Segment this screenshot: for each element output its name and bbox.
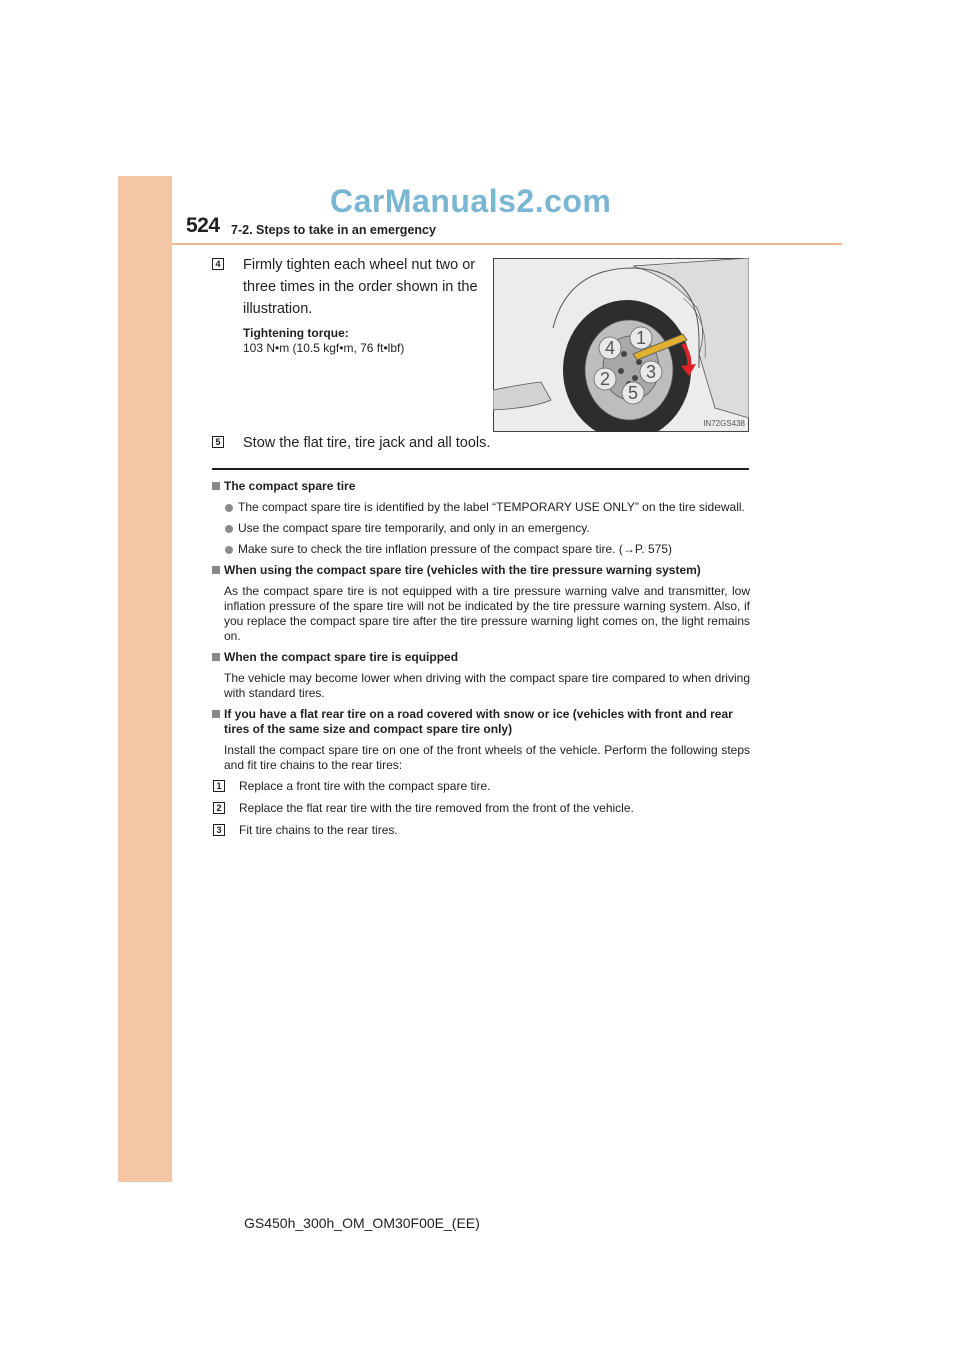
- nut-label-2-text: 2: [599, 369, 611, 389]
- torque-label: Tightening torque:: [243, 326, 349, 340]
- chain-step: 3 Fit tire chains to the rear tires.: [212, 823, 750, 839]
- section-title: 7-2. Steps to take in an emergency: [231, 223, 436, 237]
- nut-label-3-text: 3: [645, 362, 657, 382]
- page-number: 524: [186, 214, 220, 237]
- nut-label-1-text: 1: [635, 328, 647, 348]
- note-heading: The compact spare tire: [212, 479, 750, 494]
- watermark: CarManuals2.com: [330, 183, 612, 219]
- chain-step: 1 Replace a front tire with the compact spare tire.: [212, 779, 750, 795]
- tightening-torque: [243, 326, 404, 356]
- note-heading: If you have a flat rear tire on a road covered with snow or ice (vehicles with front and rear tires of the same size and compact spare tire only): [212, 707, 750, 737]
- document-code-footer: GS450h_300h_OM_OM30F00E_(EE): [244, 1215, 480, 1231]
- note-heading: When the compact spare tire is equipped: [212, 650, 750, 665]
- step-5-text: Stow the flat tire, tire jack and all tools.: [243, 435, 491, 451]
- chain-step: 2 Replace the flat rear tire with the tire removed from the front of the vehicle.: [212, 801, 750, 817]
- note-paragraph: The vehicle may become lower when driving with the compact spare tire compared to when driving with standard tires.: [224, 671, 750, 700]
- wheel-nut-tightening-illustration: [493, 258, 749, 432]
- note-bullet: The compact spare tire is identified by the label “TEMPORARY USE ONLY” on the tire sidewall.: [212, 500, 750, 515]
- nut-label-4-text: 4: [604, 338, 616, 358]
- step-number-badge: 5: [212, 436, 224, 448]
- nut-label-5-text: 5: [627, 383, 639, 403]
- header-rule: [172, 243, 842, 245]
- torque-value: 103 N•m (10.5 kgf•m, 76 ft•lbf): [243, 341, 405, 355]
- section-divider: [212, 468, 749, 470]
- page-side-tab: [118, 176, 172, 1182]
- note-bullet: Make sure to check the tire inflation pressure of the compact spare tire. (→P. 575): [212, 542, 750, 557]
- note-bullet: Use the compact spare tire temporarily, and only in an emergency.: [212, 521, 750, 536]
- note-paragraph: Install the compact spare tire on one of the front wheels of the vehicle. Perform the following steps and fit tire chains to the rear tires:: [224, 743, 750, 772]
- notes-section: [212, 479, 750, 845]
- step-number-badge: 4: [212, 258, 224, 270]
- note-paragraph: As the compact spare tire is not equipped with a tire pressure warning valve and transmitter, low inflation pressure of the spare tire will not be indicated by the tire pressure warning system. Also, if you replace the compact spare tire after the tire pressure warning light comes on, the light remains on.: [224, 584, 750, 643]
- note-heading: When using the compact spare tire (vehicles with the tire pressure warning system): [212, 563, 750, 578]
- illustration-code: IN72GS438: [703, 419, 745, 428]
- step-4-text: Firmly tighten each wheel nut two or three times in the order shown in the illustration.: [243, 257, 478, 317]
